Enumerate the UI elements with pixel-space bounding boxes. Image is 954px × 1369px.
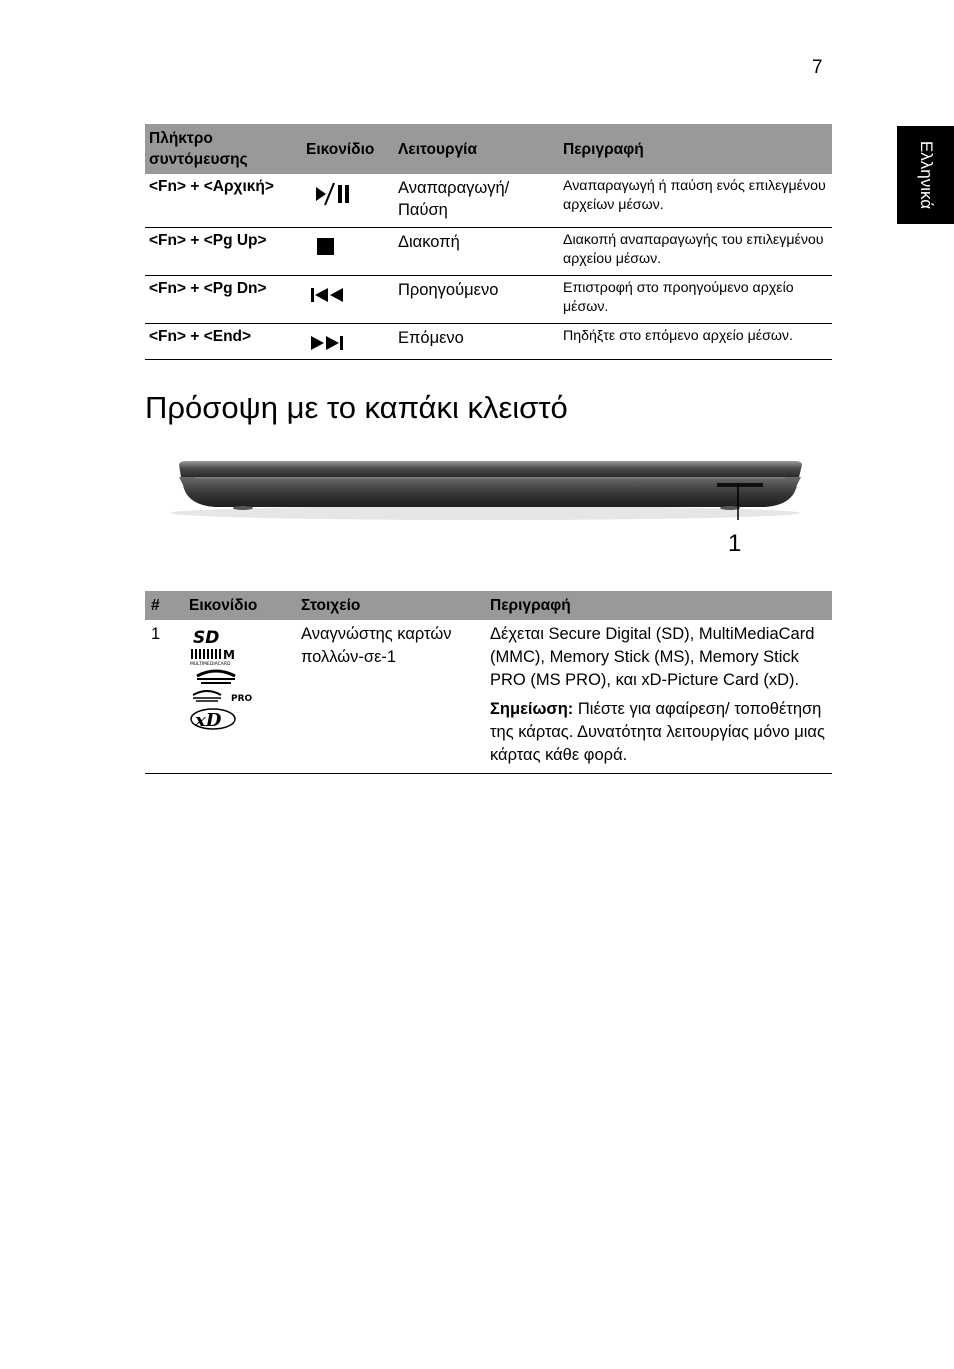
header-function: Λειτουργία: [394, 124, 559, 174]
next-track-icon: [310, 333, 350, 353]
xd-picture-card-logo-icon: [189, 707, 243, 731]
item-description: Δέχεται Secure Digital (SD), MultiMediaCard (MMC), Memory Stick (MS), Memory Stick PRO (MS PRO), και xD-Picture Card (xD).: [490, 625, 815, 689]
table-row: [145, 620, 832, 774]
svg-text:xD: xD: [195, 710, 222, 731]
memory-stick-logo-icon: [189, 667, 243, 685]
page-number: 7: [812, 57, 823, 78]
item-name: Αναγνώστης καρτών πολλών-σε-1: [297, 620, 486, 774]
sd-logo-icon: [191, 627, 231, 647]
hotkey-function: Διακοπή: [394, 228, 559, 276]
components-table: [145, 591, 832, 774]
item-note: [490, 698, 828, 767]
table-header-row: [145, 591, 832, 620]
play-pause-icon: [314, 181, 358, 207]
hotkey: <Fn> + <Pg Up>: [145, 228, 302, 276]
svg-text:SD: SD: [193, 628, 220, 647]
hotkeys-table: [145, 124, 832, 360]
hotkey-function: Προηγούμενο: [394, 276, 559, 324]
hotkey-function: Επόμενο: [394, 324, 559, 360]
table-header-row: [145, 124, 832, 174]
hotkey-description: Διακοπή αναπαραγωγής του επιλεγμένου αρχείου μέσων.: [559, 228, 832, 276]
note-text: Πιέστε για αφαίρεση/ τοποθέτηση της κάρτας. Δυνατότητα λειτουργίας μόνο μιας κάρτας κάθε φορά.: [490, 700, 825, 764]
table-row: [145, 276, 832, 324]
memory-stick-pro-text: PRO: [231, 694, 253, 704]
multimediacard-logo-icon: [189, 648, 243, 666]
note-label: Σημείωση:: [490, 700, 574, 718]
table-row: [145, 174, 832, 228]
item-number: 1: [145, 620, 185, 774]
table-row: [145, 228, 832, 276]
hotkey: <Fn> + <End>: [145, 324, 302, 360]
header-number: #: [145, 591, 185, 620]
callout-number: 1: [728, 530, 742, 557]
memory-stick-pro-logo-icon: [189, 687, 259, 705]
header-description: Περιγραφή: [559, 124, 832, 174]
hotkey: <Fn> + <Pg Dn>: [145, 276, 302, 324]
hotkey-function: Αναπαραγωγή/ Παύση: [394, 174, 559, 228]
language-tab: [897, 126, 954, 224]
header-key: Πλήκτρο συντόμευσης: [145, 124, 302, 174]
language-tab-label: Ελληνικά: [916, 140, 936, 210]
hotkey-description: Αναπαραγωγή ή παύση ενός επιλεγμένου αρχείων μέσων.: [559, 174, 832, 228]
hotkey-description: Πηδήξτε στο επόμενο αρχείο μέσων.: [559, 324, 832, 360]
header-icon: Εικονίδιο: [185, 591, 297, 620]
laptop-front-view-illustration: [165, 455, 815, 525]
table-row: [145, 324, 832, 360]
multimediacard-logo-text: MULTIMEDIACARD: [190, 662, 231, 666]
hotkey-description: Επιστροφή στο προηγούμενο αρχείο μέσων.: [559, 276, 832, 324]
section-heading: Πρόσοψη με το καπάκι κλειστό: [145, 390, 568, 425]
previous-track-icon: [310, 285, 350, 305]
hotkey: <Fn> + <Αρχική>: [145, 174, 302, 228]
header-icon: Εικονίδιο: [302, 124, 394, 174]
header-description: Περιγραφή: [486, 591, 832, 620]
svg-text:M: M: [223, 648, 235, 662]
header-item: Στοιχείο: [297, 591, 486, 620]
stop-icon: [316, 237, 336, 257]
